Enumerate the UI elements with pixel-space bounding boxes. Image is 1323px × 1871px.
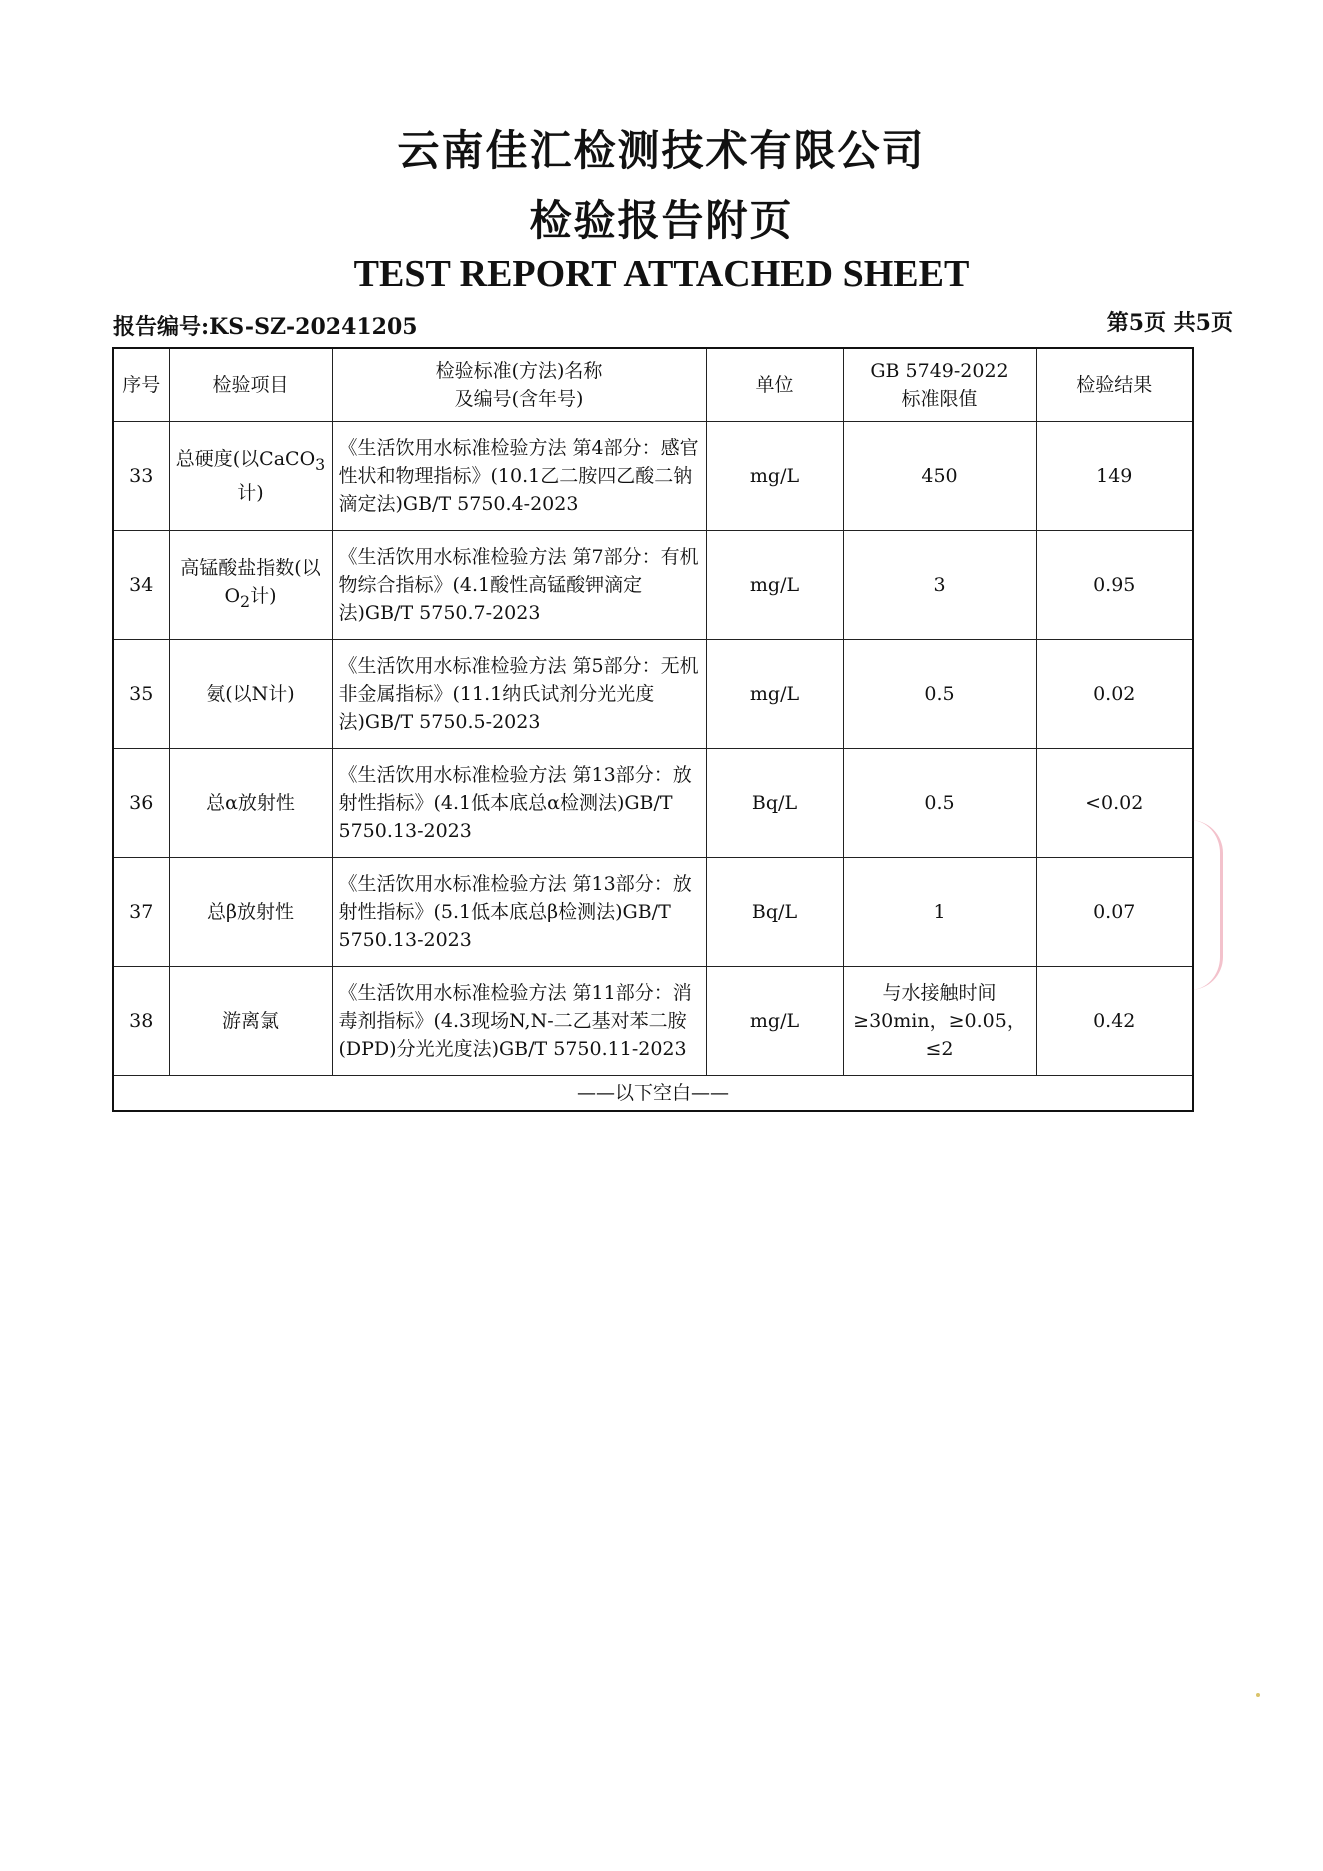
cell-standard: 《生活饮用水标准检验方法 第13部分：放射性指标》(4.1低本底总α检测法)GB/T 5750.13-2023 bbox=[332, 749, 706, 858]
cell-unit: mg/L bbox=[706, 640, 843, 749]
table-row bbox=[113, 749, 1193, 858]
blank-note: ——以下空白—— bbox=[113, 1076, 1193, 1112]
cell-no: 36 bbox=[113, 749, 169, 858]
cell-item-text: 氨(以N计) bbox=[206, 683, 295, 705]
cell-item bbox=[169, 967, 332, 1076]
col-header-standard bbox=[332, 348, 706, 422]
cell-item-text: 总α放射性 bbox=[206, 792, 295, 814]
table-row bbox=[113, 967, 1193, 1076]
cell-item-subscript: 3 bbox=[315, 454, 326, 474]
report-title-cn: 检验报告附页 bbox=[529, 196, 794, 245]
cell-limit: 1 bbox=[843, 858, 1036, 967]
report-number: 报告编号:KS-SZ-20241205 bbox=[113, 314, 418, 340]
col-header-result: 检验结果 bbox=[1036, 348, 1193, 422]
cell-item bbox=[169, 640, 332, 749]
cell-standard: 《生活饮用水标准检验方法 第7部分：有机物综合指标》(4.1酸性高锰酸钾滴定法)GB/T 5750.7-2023 bbox=[332, 531, 706, 640]
cell-limit: 3 bbox=[843, 531, 1036, 640]
cell-item-text: 总硬度(以CaCO bbox=[175, 448, 316, 471]
col-header-standard-line1: 检验标准(方法)名称 bbox=[435, 360, 603, 382]
table-row bbox=[113, 858, 1193, 967]
cell-item bbox=[169, 422, 332, 531]
col-header-unit: 单位 bbox=[706, 348, 843, 422]
cell-standard: 《生活饮用水标准检验方法 第4部分：感官性状和物理指标》(10.1乙二胺四乙酸二钠滴定法)GB/T 5750.4-2023 bbox=[332, 422, 706, 531]
cell-result: 0.95 bbox=[1036, 531, 1193, 640]
cell-no: 38 bbox=[113, 967, 169, 1076]
col-header-standard-line2: 及编号(含年号) bbox=[454, 388, 584, 410]
seal-stamp-edge bbox=[1190, 820, 1223, 990]
col-header-limit bbox=[843, 348, 1036, 422]
cell-unit: mg/L bbox=[706, 531, 843, 640]
col-header-item: 检验项目 bbox=[169, 348, 332, 422]
cell-item-suffix: 计) bbox=[250, 585, 277, 608]
report-title-en: TEST REPORT ATTACHED SHEET bbox=[353, 253, 970, 295]
table-row bbox=[113, 531, 1193, 640]
cell-result: <0.02 bbox=[1036, 749, 1193, 858]
cell-unit: mg/L bbox=[706, 422, 843, 531]
col-header-limit-line2: 标准限值 bbox=[901, 388, 978, 410]
cell-no: 37 bbox=[113, 858, 169, 967]
cell-no: 35 bbox=[113, 640, 169, 749]
cell-unit: Bq/L bbox=[706, 858, 843, 967]
cell-limit: 与水接触时间≥30min，≥0.05，≤2 bbox=[843, 967, 1036, 1076]
cell-standard: 《生活饮用水标准检验方法 第5部分：无机非金属指标》(11.1纳氏试剂分光光度法)GB/T 5750.5-2023 bbox=[332, 640, 706, 749]
cell-no: 33 bbox=[113, 422, 169, 531]
cell-result: 149 bbox=[1036, 422, 1193, 531]
cell-unit: Bq/L bbox=[706, 749, 843, 858]
table-row bbox=[113, 640, 1193, 749]
cell-result: 0.42 bbox=[1036, 967, 1193, 1076]
cell-item-text: 总β放射性 bbox=[207, 901, 294, 923]
cell-item-subscript: 2 bbox=[240, 591, 251, 611]
cell-limit: 0.5 bbox=[843, 749, 1036, 858]
cell-standard: 《生活饮用水标准检验方法 第13部分：放射性指标》(5.1低本底总β检测法)GB/T 5750.13-2023 bbox=[332, 858, 706, 967]
cell-unit: mg/L bbox=[706, 967, 843, 1076]
cell-item-text: 高锰酸盐指数(以O bbox=[180, 557, 321, 608]
cell-limit: 450 bbox=[843, 422, 1036, 531]
cell-item bbox=[169, 531, 332, 640]
table-row bbox=[113, 422, 1193, 531]
cell-no: 34 bbox=[113, 531, 169, 640]
cell-result: 0.02 bbox=[1036, 640, 1193, 749]
cell-item bbox=[169, 858, 332, 967]
margin-mark bbox=[1256, 1693, 1260, 1697]
results-table bbox=[112, 347, 1194, 1112]
blank-note-row bbox=[113, 1076, 1193, 1112]
cell-item bbox=[169, 749, 332, 858]
page-info: 第5页 共5页 bbox=[1106, 310, 1233, 336]
col-header-limit-line1: GB 5749-2022 bbox=[870, 360, 1009, 382]
company-name: 云南佳汇检测技术有限公司 bbox=[397, 126, 926, 175]
col-header-no: 序号 bbox=[113, 348, 169, 422]
cell-item-suffix: 计) bbox=[237, 481, 264, 504]
cell-limit: 0.5 bbox=[843, 640, 1036, 749]
cell-standard: 《生活饮用水标准检验方法 第11部分：消毒剂指标》(4.3现场N,N-二乙基对苯二胺(DPD)分光光度法)GB/T 5750.11-2023 bbox=[332, 967, 706, 1076]
cell-item-text: 游离氯 bbox=[221, 1010, 279, 1032]
table-header-row bbox=[113, 348, 1193, 422]
cell-result: 0.07 bbox=[1036, 858, 1193, 967]
